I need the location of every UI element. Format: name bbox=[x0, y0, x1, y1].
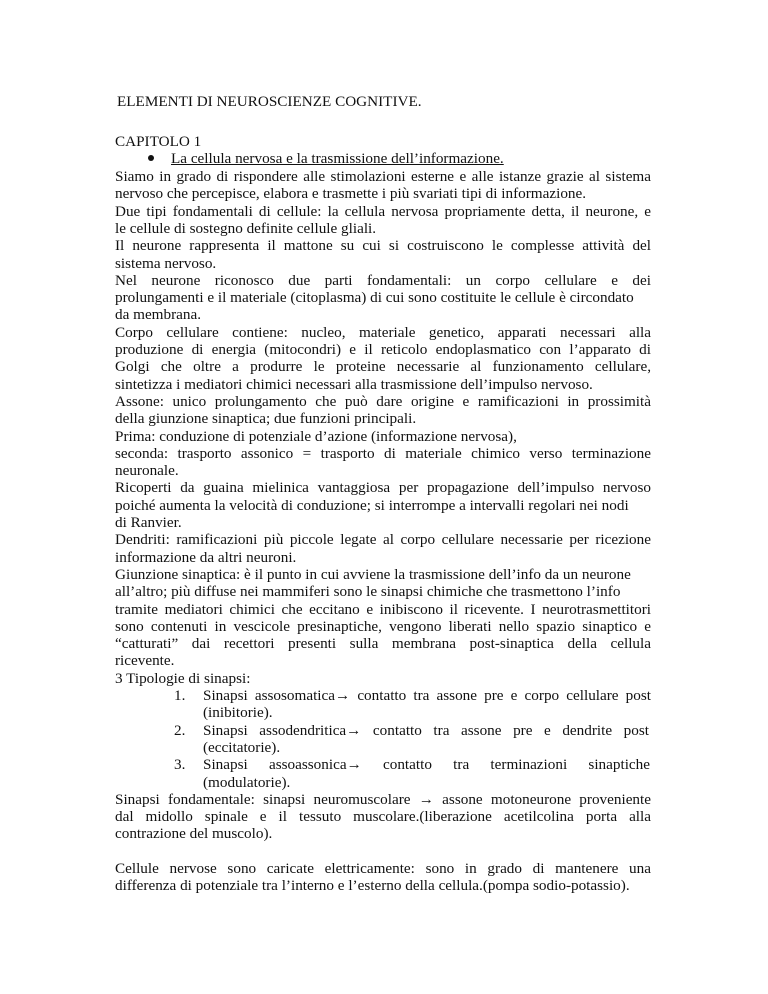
body-line: di Ranvier. bbox=[115, 514, 182, 531]
document-title: ELEMENTI DI NEUROSCIENZE COGNITIVE. bbox=[117, 93, 422, 110]
body-line: dal midollo spinale e il tessuto muscolare.(liberazione acetilcolina porta alla bbox=[115, 808, 651, 826]
chapter-heading: CAPITOLO 1 bbox=[115, 133, 202, 150]
body-line: “catturati” dai recettori presenti sulla membrana post-sinaptica della cellula bbox=[115, 635, 651, 653]
body-line: nervoso che percepisce, elabora e trasmette i più svariati tipi di informazione. bbox=[115, 185, 587, 203]
body-line: poiché aumenta la velocità di conduzione; si interrompe a intervalli regolari nei nodi bbox=[115, 496, 629, 514]
body-line: Ricoperti da guaina mielinica vantaggiosa per propagazione dell’impulso nervoso bbox=[115, 479, 651, 497]
body-line: 3 Tipologie di sinapsi: bbox=[115, 669, 251, 687]
body-line: informazione da altri neuroni. bbox=[115, 548, 297, 566]
list-item: Sinapsi assoassonica→ contatto tra terminazioni sinaptiche bbox=[203, 756, 650, 774]
body-line: Il neurone rappresenta il mattone su cui si costruiscono le complesse attività del bbox=[115, 237, 651, 255]
body-line: prolungamenti e il materiale (citoplasma) di cui sono costituite le cellule è circondato bbox=[115, 289, 634, 307]
section-heading: La cellula nervosa e la trasmissione dell’informazione. bbox=[171, 150, 504, 167]
body-line: Dendriti: ramificazioni più piccole legate al corpo cellulare necessarie per ricezione bbox=[115, 531, 651, 549]
list-item-note: (modulatorie). bbox=[203, 773, 291, 791]
list-item: Sinapsi assosomatica→ contatto tra assone pre e corpo cellulare post bbox=[203, 687, 651, 704]
bullet-heading bbox=[148, 150, 504, 167]
body-line: differenza di potenziale tra l’interno e l’esterno della cellula.(pompa sodio-potassio). bbox=[115, 877, 630, 895]
bullet-icon bbox=[148, 155, 154, 161]
body-line: Corpo cellulare contiene: nucleo, materiale genetico, apparati necessari alla bbox=[115, 323, 651, 341]
list-item-note: (inibitorie). bbox=[203, 704, 273, 722]
body-line: sintetizza i mediatori chimici necessari alla trasmissione dell’impulso nervoso. bbox=[115, 375, 593, 393]
body-line: Prima: conduzione di potenziale d’azione (informazione nervosa), bbox=[115, 427, 517, 445]
body-line: contrazione del muscolo). bbox=[115, 825, 273, 843]
list-number: 3. bbox=[174, 756, 186, 774]
list-item: Sinapsi assodendritica→ contatto tra assone pre e dendrite post bbox=[203, 721, 649, 739]
body-line: tramite mediatori chimici che eccitano e inibiscono il ricevente. I neurotrasmettitori bbox=[115, 600, 651, 618]
body-line: all’altro; più diffuse nei mammiferi sono le sinapsi chimiche che trasmettono l’info bbox=[115, 583, 621, 601]
body-line: le cellule di sostegno definite cellule gliali. bbox=[115, 219, 377, 237]
body-line: ricevente. bbox=[115, 652, 175, 670]
body-line: Siamo in grado di rispondere alle stimolazioni esterne e alle istanze grazie al sistema bbox=[115, 168, 651, 185]
body-line: neuronale. bbox=[115, 462, 179, 480]
body-line: da membrana. bbox=[115, 306, 202, 324]
body-line: sistema nervoso. bbox=[115, 254, 217, 272]
body-line: della giunzione sinaptica; due funzioni principali. bbox=[115, 410, 417, 428]
body-line: Nel neurone riconosco due parti fondamentali: un corpo cellulare e dei bbox=[115, 271, 651, 289]
list-item-note: (eccitatorie). bbox=[203, 738, 281, 756]
body-line: Cellule nervose sono caricate elettricamente: sono in grado di mantenere una bbox=[115, 860, 651, 877]
body-line: Assone: unico prolungamento che può dare origine e ramificazioni in prossimità bbox=[115, 392, 651, 410]
body-line: Sinapsi fondamentale: sinapsi neuromuscolare → assone motoneurone proveniente bbox=[115, 790, 651, 808]
list-number: 2. bbox=[174, 721, 186, 739]
body-line: produzione di energia (mitocondri) e il reticolo endoplasmatico con l’apparato di bbox=[115, 341, 651, 358]
body-line: sono contenuti in vescicole presinaptiche, vengono liberati nello spazio sinaptico e bbox=[115, 617, 651, 635]
body-line: seconda: trasporto assonico = trasporto di materiale chimico verso terminazione bbox=[115, 444, 651, 462]
list-number: 1. bbox=[174, 687, 186, 704]
body-line: Giunzione sinaptica: è il punto in cui avviene la trasmissione dell’info da un neurone bbox=[115, 565, 631, 583]
body-line: Golgi che oltre a produrre le proteine necessarie al funzionamento cellulare, bbox=[115, 358, 651, 376]
body-line: Due tipi fondamentali di cellule: la cellula nervosa propriamente detta, il neurone, e bbox=[115, 202, 651, 220]
